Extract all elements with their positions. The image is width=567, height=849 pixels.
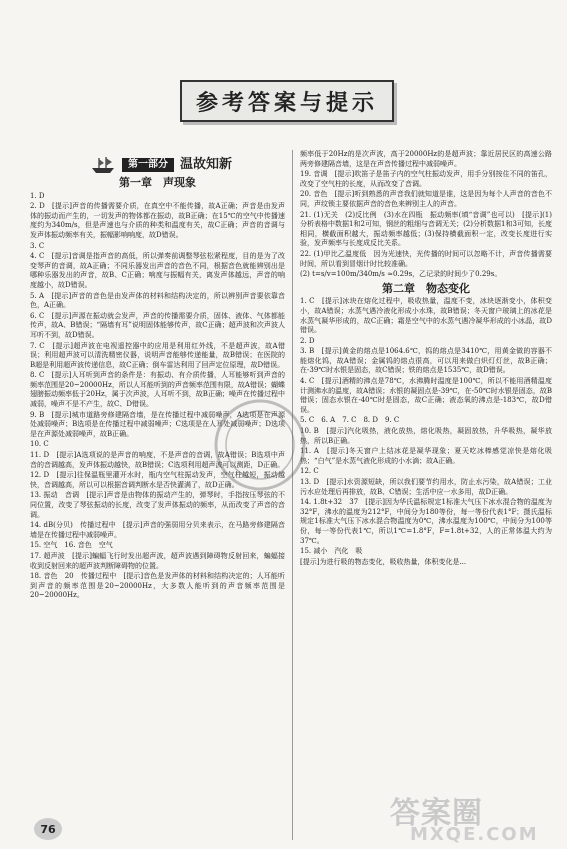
ship-icon [90,156,116,174]
answer-item: (2) t=s/v=100m/340m/s ≈0.29s，乙记录的时间少了0.29s。 [300,270,502,279]
answer-item: 21. (1)无关 (2)反比例 (3)水在四瓶 振动频率(填“音调”也可以) [提示](1)分析表格中数据1和2可知，钢丝的粗细与音调无关；(2)分析数据1和3可知，长度相同，横截面积越大，振动频率越低；(3)保持横截面积一定，改变长度进行实验，发声频率与长度成反比关系。 [300,210,552,248]
answer-item: 11. A [提示]冬天窗户上结冰花是凝华现象；夏天吃冰棒感觉凉快是熔化吸热；“白气”是水蒸气液化形成的小水滴；故A正确。 [300,447,552,465]
answer-item: 10. B [提示]汽化吸热，液化放热，熔化吸热，凝固放热，升华吸热，凝华放热，所以B正确。 [300,427,552,445]
column-divider [292,150,293,840]
title-banner [180,80,394,122]
answer-item: 17. 超声波 [提示]蝙蝠飞行时发出超声波，超声波遇到障碍物反射回来，蝙蝠接收到反射回来的超声波判断障碍物的位置。 [30,551,285,570]
page-title: 参考答案与提示 [195,90,378,116]
answer-item: 11. D [提示]A选项说的是声音的响度，不是声音的音调，故A错误；B选项中声音的音调越高，发声体振动越快，故B错误；C选项利用超声波可以测距，D正确。 [30,451,285,469]
answer-item: 5. A [提示]声音的音色是由发声体的材料和结构决定的，所以辨别声音要依靠音色，A正确。 [30,291,285,310]
answer-item: 10. C [30,440,49,449]
stamp-watermark [210,395,310,495]
answer-item: 13. 振动 音调 [提示]声音是由物体的振动产生的，弹琴时，手指按压琴弦的不同位置，改变了琴弦振动的长度，改变了发声体振动的频率，从而改变了声音的音调。 [30,491,285,519]
page-number: 76 [34,818,62,840]
answer-item: 20. 音色 [提示]听到熟悉的声音我们就知道是谁，这是因为每个人声音的音色不同，声纹锁主要依据声音的音色来辨别主人的声音。 [300,190,552,208]
answer-item: 5. C 6. A 7. C 8. D 9. C [300,416,400,425]
part-header [90,156,285,174]
answer-item: 18. 音色 20 传播过程中 [提示]音色是发声体的材料和结构决定的；人耳能听到声音的频率范围是20~20000Hz，大多数人能听到的声音频率范围是20~20000Hz。 [30,572,285,600]
answer-item: 13. D [提示]水资源短缺，所以我们要节约用水，防止水污染，故A错误；工业污水应处理后再排放，故B、C错误；生活中应一水多用，故D正确。 [300,478,552,496]
right-column [300,150,552,568]
answer-item: 6. C [提示]声源在振动就会发声，声音的传播需要介质，固体、液体、气体都能传声，故A、B错误；“隔墙有耳”说明固体能够传声，故C正确；超声波和次声波人耳听不到，故D错误。 [30,311,285,339]
part-badge: 第一部分 [122,158,174,172]
answer-item: 22. (1)甲比乙温度低 因为光速快，光传播的时间可以忽略不计，声音传播需要时间，所以看到冒烟计时比较准确。 [300,249,552,268]
part-subtitle: 温故知新 [180,157,233,173]
answer-item: 2. D [300,336,315,345]
answer-item: 3. C [30,241,45,250]
answer-item: 14. dB(分贝) 传播过程中 [提示]声音的强弱用分贝来表示，在马路旁修建隔音墙是在传播过程中减弱噪声。 [30,521,285,539]
answer-item: 4. C [提示]音调是指声音的高低，所以弹奏前调整琴弦松紧程度，目的是为了改变琴声的音调，故A正确；不同乐器发出声音的音色不同，根据音色就能辨别出是哪种乐器发出的声音，故B、C正确；响度与振幅有关，离发声体越远，声音的响度越小，故D错误。 [30,252,285,289]
answer-item: 1. D [30,191,45,200]
watermark-url: MXQE.COM [410,824,539,845]
answer-item: [提示]为进行吸的物态变化，吸收热量，体积变化是... [300,557,467,566]
answer-item: 1. C [提示]冰块在熔化过程中，吸收热量，温度不变，冰块逐渐变小，体积变小，故A错误；水蒸气遇冷液化形成小水珠，故B错误；冬天窗户玻璃上的冰花是水蒸气凝华形成的，故C正确；霜是空气中的水蒸气遇冷凝华形成的小冰晶，故D错误。 [300,297,552,335]
chapter-1-title: 第一章 声现象 [119,176,196,189]
answer-item: 15. 空气 16. 音色 空气 [30,541,113,550]
answer-item: 14. 1.8t+32 37 [提示]因为华氏温标规定1标准大气压下冰水混合物的温度为32°F，沸水的温度为212°F，中间分为180等份，每一等份代表1°F；摄氏温标规定1标准大气压下冰水混合物温度为0℃，沸水温度为100℃，中间分为100等份，每一等份代表1℃，所以1℃=1.8°F，F=1.8t+32，人的正常体温大约为37℃。 [300,498,552,545]
answer-item: 3. B [提示]黄金的熔点是1064.6℃，钨的熔点是3410℃，用黄金做的容器不能熔化钨，故A错误；金属钨的熔点很高，可以用来做白炽灯灯丝，故B正确；在-39℃时水银是固态，故C错误；铁的熔点是1535℃，故D错误。 [300,347,552,375]
answer-item: 2. D [提示]声音的传播需要介质，在真空中不能传播，故A正确；声音是由发声体的振动而产生的，一切发声的物体都在振动，故B正确；在15℃的空气中传播速度约为340m/s，但是声速也与介质的种类和温度有关，故C正确；声音的音调与发声体振动频率有关，振幅影响响度，故D错误。 [30,202,285,239]
answer-item: 12. C [300,467,319,476]
answer-item: 4. C [提示]酒精的沸点是78℃，水沸腾时温度是100℃，所以不能用酒精温度计测沸水的温度，故A错误；水银的凝固点是-39℃，在-50℃时水银是固态，故B错误；固态水银在-40℃时是固态，故C正确；液态氧的沸点是-183℃，故D错误。 [300,377,552,414]
answer-item: 9. B [提示]城市道路旁修建隔音墙，是在传播过程中减弱噪声，A选项是在声源处减弱噪声；B选项是在传播过程中减弱噪声；C选项是在人耳处减弱噪声；D选项是在声源处减弱噪声，故B正确。 [30,410,285,438]
answer-item: 频率低于20Hz的是次声波，高于20000Hz的是超声波；靠近居民区的高速公路两旁修建隔音墙，这是在声音传播过程中减弱噪声。 [300,150,552,168]
answer-item: 19. 音调 [提示]吹笛子是笛子内的空气柱振动发声，用手分别按住不同的笛孔，改变了空气柱的长度，从而改变了音调。 [300,170,552,188]
answer-item: 12. D [提示]往保温瓶里灌开水时，瓶内空气柱振动发声，空气柱越短，振动越快，音调越高，所以可以根据音调判断水是否快灌满了，故D正确。 [30,471,285,489]
answer-item: 8. C [提示]人耳听到声音的条件是：有振动、有介质传播，人耳能够听到声音的频率范围是20~20000Hz，所以人耳能听到的声音频率范围有限，故A错误；蝴蝶翅膀振动频率低于20Hz，属于次声波，人耳听不到，故B正确；噪声在传播过程中减弱，噪声不是不产生，故C、D错误。 [30,371,285,409]
left-column [30,150,285,602]
watermark-text: 答案圈 [390,796,483,831]
answer-item: 7. C [提示]超声波在电视遥控器中的应用是利用红外线，不是超声波，故A错误；利用超声波可以清洗精密仪器，说明声音能够传递能量，故B错误；在医院的B超是利用超声波传递信息，故C正确；倒车雷达利用了回声定位原理，故D错误。 [30,341,285,369]
chapter-2-title: 第二章 物态变化 [382,281,470,295]
answer-item: 15. 减小 汽化 吸 [300,547,363,556]
